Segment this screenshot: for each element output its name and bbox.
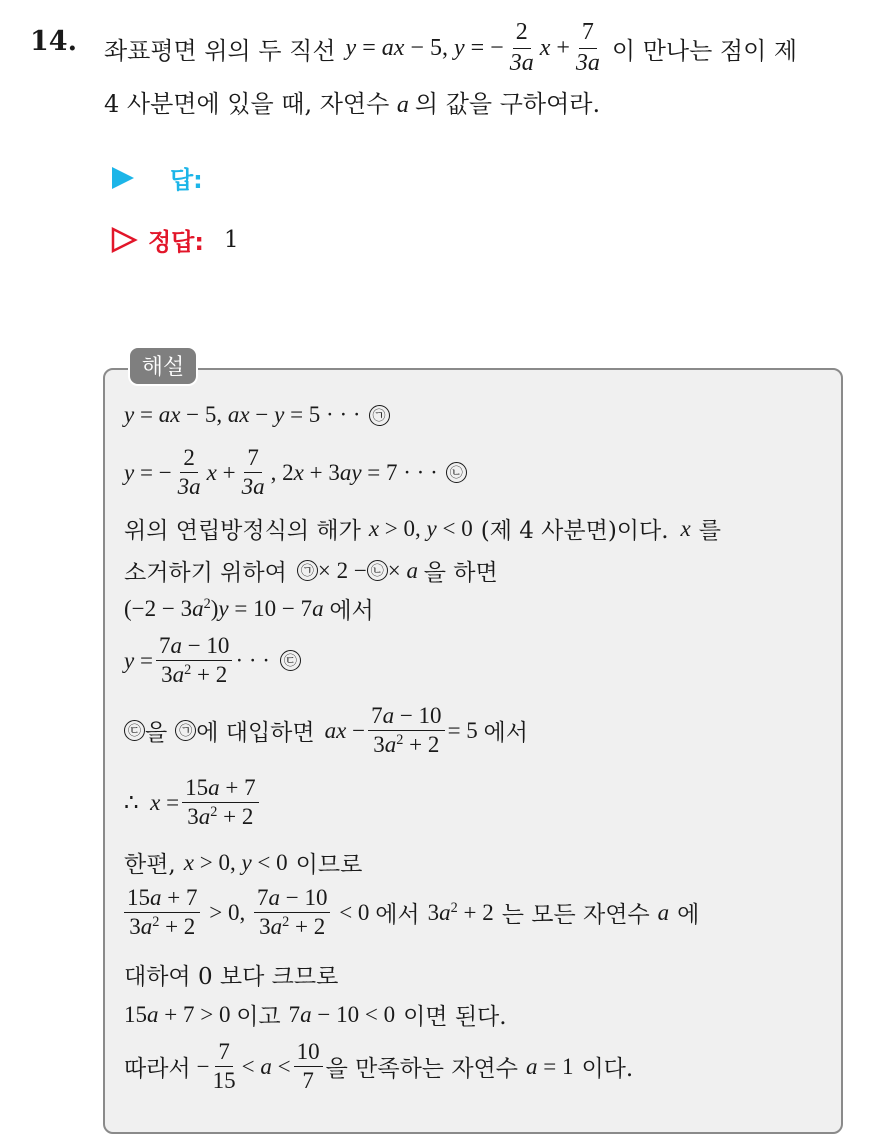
play-arrow-icon: [110, 165, 136, 191]
fraction-2-over-3a: $\frac{2}{3a}$: [509, 19, 534, 76]
solution-line-1: y = ax − 5, ax − y = 5 · · · ㉠: [124, 402, 390, 428]
solution-line-9: 한편, x > 0, y < 0 이므로: [124, 849, 363, 878]
question-line-2: 4 사분면에 있을 때, 자연수 a 의 값을 구하여라.: [104, 90, 601, 118]
question-text-2b: 의 값을 구하여라.: [414, 90, 601, 118]
circled-mark-2: ㉡: [446, 462, 467, 483]
question-text-1a: 좌표평면 위의 두 직선: [104, 36, 336, 65]
correct-answer-row: [110, 222, 239, 257]
solution-line-6: y = $\frac{7a - 10}{3a^2 + 2}$ · · · ㉢: [124, 634, 301, 687]
question-text-2a: 4 사분면에 있을 때, 자연수: [104, 90, 390, 118]
solution-line-11: 대하여 0 보다 크므로: [124, 964, 339, 990]
equation-line-1: y = ax − 5, y = −: [345, 34, 504, 61]
solution-line-4: 소거하기 위하여 ㉠ × 2 − ㉡ × a 을 하면: [124, 557, 498, 586]
answer-label: 답:: [170, 166, 203, 194]
solution-line-7: ㉢ 을 ㉠ 에 대입하면 ax − $\frac{7a - 10}{3a^2 + 2}$ = 5 에서: [124, 704, 528, 757]
solution-line-12: 15a + 7 > 0 이고 7a − 10 < 0 이면 된다.: [124, 1001, 507, 1030]
circled-mark-1: ㉠: [369, 405, 390, 426]
circled-mark-3: ㉢: [280, 650, 301, 671]
solution-line-13: 따라서 − $\frac{7}{15}$ < a < $\frac{10}{7}$ 을 만족하는 자연수 a = 1 이다.: [124, 1039, 634, 1094]
solution-tab: 해설: [128, 346, 198, 386]
equation-line-2: x +: [539, 34, 570, 61]
answer-row: [110, 160, 203, 195]
question-line-1: [104, 20, 797, 76]
outline-arrow-icon: [110, 226, 138, 254]
solution-line-5: $(-2 - 3a^2)y = 10 - 7a$ 에서: [124, 595, 374, 624]
fraction-7-over-3a: $\frac{7}{3a}$: [575, 19, 600, 76]
solution-line-10: $\frac{15a + 7}{3a^2 + 2}$ > 0, $\frac{7a - 10}{3a^2 + 2}$ < 0 에서 $3a^2 + 2$ 는 모든 자연수 a 에: [124, 886, 699, 939]
solution-line-8: ∴ x = $\frac{15a + 7}{3a^2 + 2}$: [124, 776, 262, 829]
correct-answer-value: 1: [223, 226, 239, 253]
question-number: 14.: [30, 26, 77, 57]
solution-line-2: y = − $\frac{2}{3a}$ x + $\frac{7}{3a}$ , 2x + 3ay = 7 · · · ㉡: [124, 446, 467, 499]
question-text-1b: 이 만나는 점이 제: [611, 36, 798, 65]
correct-answer-label: 정답:: [148, 228, 204, 256]
solution-line-3: 위의 연립방정식의 해가 x > 0, y < 0 (제 4 사분면)이다. x 를: [124, 515, 721, 544]
